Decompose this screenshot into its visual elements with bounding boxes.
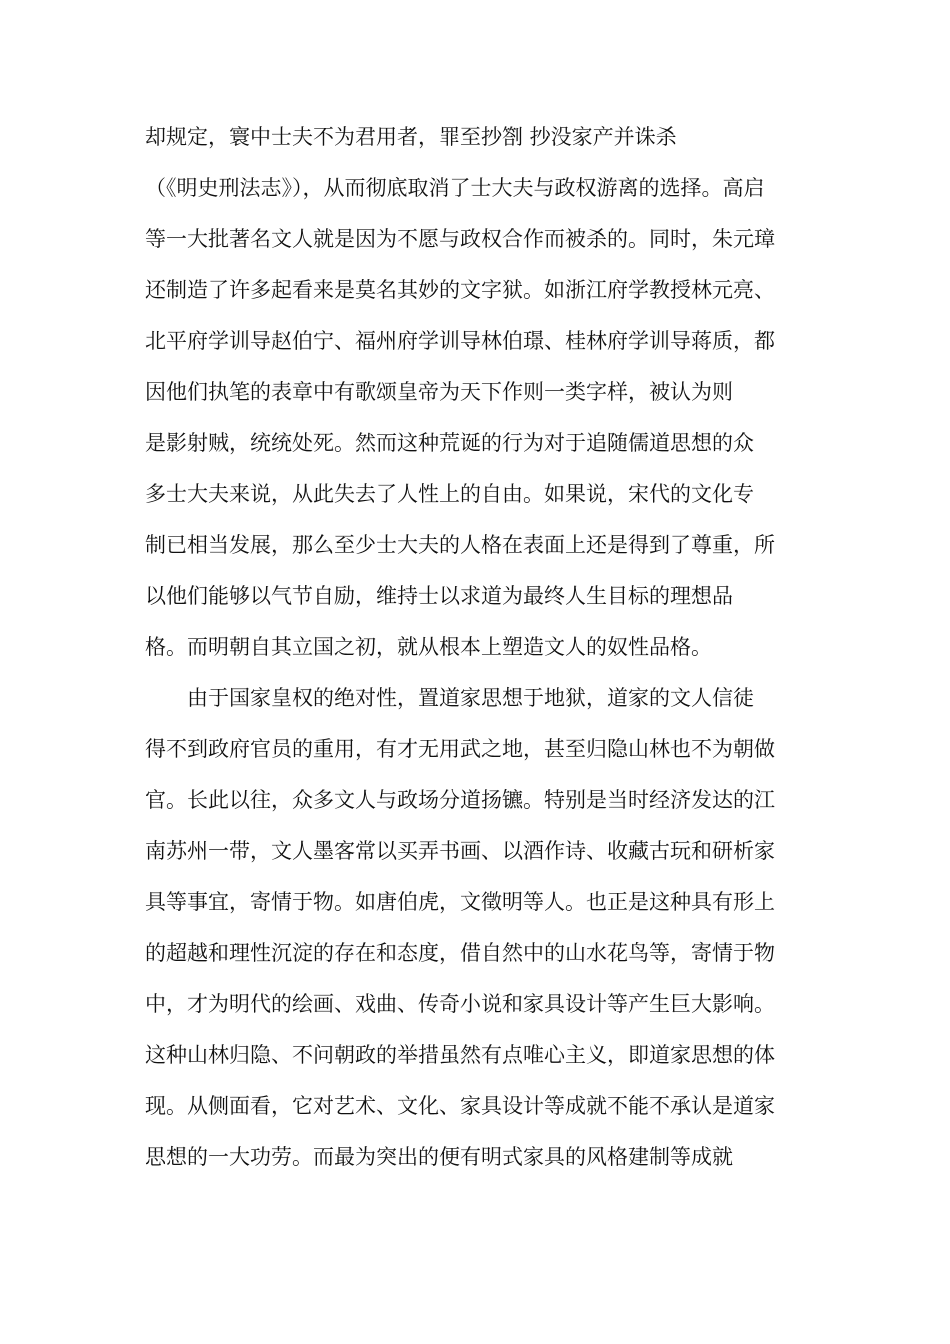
text-line: 得不到政府官员的重用，有才无用武之地，甚至归隐山林也不为朝做	[145, 737, 775, 761]
paragraph-first-line: 由于国家皇权的绝对性，置道家思想于地狱，道家的文人信徒	[187, 686, 754, 710]
text-line: 的超越和理性沉淀的存在和态度，借自然中的山水花鸟等，寄情于物	[145, 941, 775, 965]
text-line: 是影射贼，统统处死。然而这种荒诞的行为对于追随儒道思想的众	[145, 431, 754, 455]
text-line: 多士大夫来说，从此失去了人性上的自由。如果说，宋代的文化专	[145, 482, 754, 506]
text-line: 北平府学训导赵伯宁、福州府学训导林伯璟、桂林府学训导蒋质，都	[145, 329, 775, 353]
text-line: 南苏州一带，文人墨客常以买弄书画、以酒作诗、收藏古玩和研析家	[145, 839, 775, 863]
text-line: 等一大批著名文人就是因为不愿与政权合作而被杀的。同时，朱元璋	[145, 227, 775, 251]
text-line: 中，才为明代的绘画、戏曲、传奇小说和家具设计等产生巨大影响。	[145, 992, 775, 1016]
text-line: 现。从侧面看，它对艺术、文化、家具设计等成就不能不承认是道家	[145, 1094, 775, 1118]
text-line: 具等事宜，寄情于物。如唐伯虎，文徵明等人。也正是这种具有形上	[145, 890, 775, 914]
text-line: 还制造了许多起看来是莫名其妙的文字狱。如浙江府学教授林元亮、	[145, 278, 775, 302]
text-line: 这种山林归隐、不问朝政的举措虽然有点唯心主义，即道家思想的体	[145, 1043, 775, 1067]
body-text	[145, 112, 810, 1183]
text-line: 官。长此以往，众多文人与政场分道扬镳。特别是当时经济发达的江	[145, 788, 775, 812]
text-line: 却规定，寰中士夫不为君用者，罪至抄劄 抄没家产并诛杀	[145, 125, 677, 149]
text-line: 制已相当发展，那么至少士大夫的人格在表面上还是得到了尊重，所	[145, 533, 775, 557]
text-line: 思想的一大功劳。而最为突出的便有明式家具的风格建制等成就	[145, 1145, 733, 1169]
text-line: 因他们执笔的表章中有歌颂皇帝为天下作则一类字样，被认为则	[145, 380, 733, 404]
text-line: 以他们能够以气节自励，维持士以求道为最终人生目标的理想品	[145, 584, 733, 608]
text-line: 格。而明朝自其立国之初，就从根本上塑造文人的奴性品格。	[145, 635, 712, 659]
text-line: （《明史刑法志》），从而彻底取消了士大夫与政权游离的选择。高启	[145, 176, 765, 200]
